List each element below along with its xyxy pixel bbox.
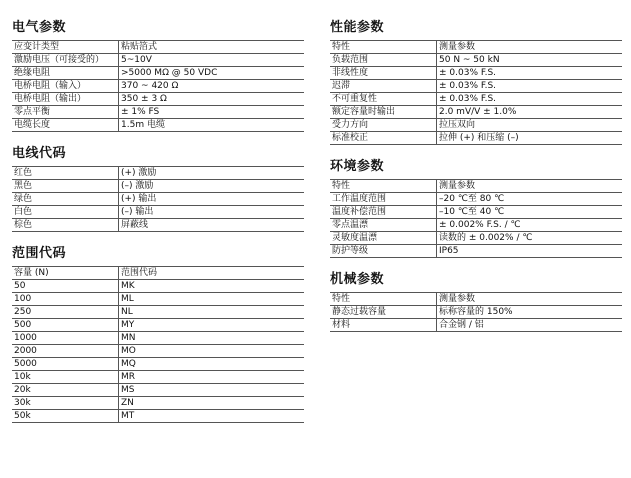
row-value: 测量参数 xyxy=(437,180,623,193)
row-value: 标称容量的 150% xyxy=(437,306,623,319)
row-value: 测量参数 xyxy=(437,41,623,54)
row-label: 红色 xyxy=(12,167,119,180)
table-row xyxy=(330,206,622,219)
row-value: ± 0.03% F.S. xyxy=(437,67,623,80)
table-row xyxy=(12,219,304,232)
table-row xyxy=(12,293,304,306)
row-value: MN xyxy=(119,332,305,345)
row-label: 受力方向 xyxy=(330,119,437,132)
row-label: 20k xyxy=(12,384,119,397)
row-value: 50 N ~ 50 kN xyxy=(437,54,623,67)
row-label: 非线性度 xyxy=(330,67,437,80)
electrical-section xyxy=(12,20,304,132)
table-row xyxy=(330,319,622,332)
table-row xyxy=(330,119,622,132)
row-label: 100 xyxy=(12,293,119,306)
row-label: 棕色 xyxy=(12,219,119,232)
table-row xyxy=(12,193,304,206)
environment-table xyxy=(330,179,622,258)
row-label: 特性 xyxy=(330,293,437,306)
row-label: 50 xyxy=(12,280,119,293)
row-value: MY xyxy=(119,319,305,332)
row-label: 标准校正 xyxy=(330,132,437,145)
row-value: 2.0 mV/V ± 1.0% xyxy=(437,106,623,119)
row-value: 370 ~ 420 Ω xyxy=(119,80,305,93)
row-label: 静态过载容量 xyxy=(330,306,437,319)
row-label: 负载范围 xyxy=(330,54,437,67)
row-value: 测量参数 xyxy=(437,293,623,306)
row-value: 粘贴箔式 xyxy=(119,41,305,54)
row-value: 读数的 ± 0.002% / ℃ xyxy=(437,232,623,245)
table-row xyxy=(12,180,304,193)
row-label: 电桥电阻（输入） xyxy=(12,80,119,93)
row-label: 500 xyxy=(12,319,119,332)
row-value: 合金钢 / 铝 xyxy=(437,319,623,332)
row-value: 5~10V xyxy=(119,54,305,67)
table-row xyxy=(12,319,304,332)
table-row xyxy=(330,67,622,80)
table-row xyxy=(12,41,304,54)
row-value: MQ xyxy=(119,358,305,371)
table-row xyxy=(330,306,622,319)
row-label: 特性 xyxy=(330,180,437,193)
row-value: >5000 MΩ @ 50 VDC xyxy=(119,67,305,80)
row-value: ± 0.03% F.S. xyxy=(437,93,623,106)
table-row xyxy=(12,54,304,67)
table-row xyxy=(12,345,304,358)
row-value: MK xyxy=(119,280,305,293)
row-label: 工作温度范围 xyxy=(330,193,437,206)
section-title: 电线代码 xyxy=(12,146,67,161)
row-value: IP65 xyxy=(437,245,623,258)
table-row xyxy=(12,358,304,371)
row-value: MT xyxy=(119,410,305,423)
table-row xyxy=(12,280,304,293)
table-row xyxy=(12,80,304,93)
table-row xyxy=(330,93,622,106)
row-label: 绿色 xyxy=(12,193,119,206)
right-column xyxy=(330,20,622,346)
row-value: MO xyxy=(119,345,305,358)
table-row xyxy=(12,371,304,384)
row-label: 电桥电阻（输出） xyxy=(12,93,119,106)
row-label: 激励电压（可接受的） xyxy=(12,54,119,67)
electrical-table xyxy=(12,40,304,132)
row-value: 屏蔽线 xyxy=(119,219,305,232)
row-label: 材料 xyxy=(330,319,437,332)
table-row xyxy=(12,206,304,219)
table-row xyxy=(12,267,304,280)
table-row xyxy=(330,80,622,93)
row-label: 灵敏度温漂 xyxy=(330,232,437,245)
range-table xyxy=(12,266,304,423)
performance-section xyxy=(330,20,622,145)
row-label: 迟滞 xyxy=(330,80,437,93)
table-row xyxy=(330,41,622,54)
table-row xyxy=(12,119,304,132)
section-title: 性能参数 xyxy=(330,20,385,35)
section-title: 机械参数 xyxy=(330,272,385,287)
row-value: 拉伸 (+) 和压缩 (–) xyxy=(437,132,623,145)
row-label: 容量 (N) xyxy=(12,267,119,280)
mechanical-section xyxy=(330,272,622,332)
table-row xyxy=(12,397,304,410)
row-value: MR xyxy=(119,371,305,384)
table-row xyxy=(330,132,622,145)
row-label: 2000 xyxy=(12,345,119,358)
row-label: 50k xyxy=(12,410,119,423)
row-label: 白色 xyxy=(12,206,119,219)
row-label: 不可重复性 xyxy=(330,93,437,106)
table-row xyxy=(12,306,304,319)
wiring-section xyxy=(12,146,304,232)
performance-table xyxy=(330,40,622,145)
table-row xyxy=(12,384,304,397)
table-row xyxy=(12,106,304,119)
section-title: 范围代码 xyxy=(12,246,67,261)
row-label: 应变计类型 xyxy=(12,41,119,54)
table-row xyxy=(330,232,622,245)
row-label: 电缆长度 xyxy=(12,119,119,132)
range-section xyxy=(12,246,304,423)
mechanical-table xyxy=(330,292,622,332)
row-value: (–) 激励 xyxy=(119,180,305,193)
row-value: MS xyxy=(119,384,305,397)
table-row xyxy=(330,219,622,232)
environment-section xyxy=(330,159,622,258)
row-value: –10 ℃至 40 ℃ xyxy=(437,206,623,219)
row-value: 350 ± 3 Ω xyxy=(119,93,305,106)
row-label: 绝缘电阻 xyxy=(12,67,119,80)
row-label: 零点平衡 xyxy=(12,106,119,119)
row-value: (–) 输出 xyxy=(119,206,305,219)
section-title: 环境参数 xyxy=(330,159,385,174)
left-column xyxy=(12,20,304,437)
row-label: 10k xyxy=(12,371,119,384)
row-label: 黑色 xyxy=(12,180,119,193)
table-row xyxy=(12,167,304,180)
table-row xyxy=(330,106,622,119)
row-value: (+) 激励 xyxy=(119,167,305,180)
row-label: 250 xyxy=(12,306,119,319)
row-label: 5000 xyxy=(12,358,119,371)
table-row xyxy=(12,67,304,80)
table-row xyxy=(330,245,622,258)
row-label: 特性 xyxy=(330,41,437,54)
table-row xyxy=(330,180,622,193)
section-title: 电气参数 xyxy=(12,20,67,35)
row-value: NL xyxy=(119,306,305,319)
row-label: 防护等级 xyxy=(330,245,437,258)
row-value: 1.5m 电缆 xyxy=(119,119,305,132)
row-value: ± 1% FS xyxy=(119,106,305,119)
row-label: 1000 xyxy=(12,332,119,345)
wiring-table xyxy=(12,166,304,232)
row-value: ± 0.002% F.S. / ℃ xyxy=(437,219,623,232)
row-value: 范围代码 xyxy=(119,267,305,280)
table-row xyxy=(330,193,622,206)
table-row xyxy=(12,93,304,106)
row-value: ML xyxy=(119,293,305,306)
row-label: 额定容量时输出 xyxy=(330,106,437,119)
row-value: ZN xyxy=(119,397,305,410)
table-row xyxy=(12,410,304,423)
table-row xyxy=(330,293,622,306)
table-row xyxy=(330,54,622,67)
row-value: (+) 输出 xyxy=(119,193,305,206)
row-label: 30k xyxy=(12,397,119,410)
table-row xyxy=(12,332,304,345)
row-value: ± 0.03% F.S. xyxy=(437,80,623,93)
row-value: –20 ℃至 80 ℃ xyxy=(437,193,623,206)
row-value: 拉压双向 xyxy=(437,119,623,132)
row-label: 零点温漂 xyxy=(330,219,437,232)
row-label: 温度补偿范围 xyxy=(330,206,437,219)
